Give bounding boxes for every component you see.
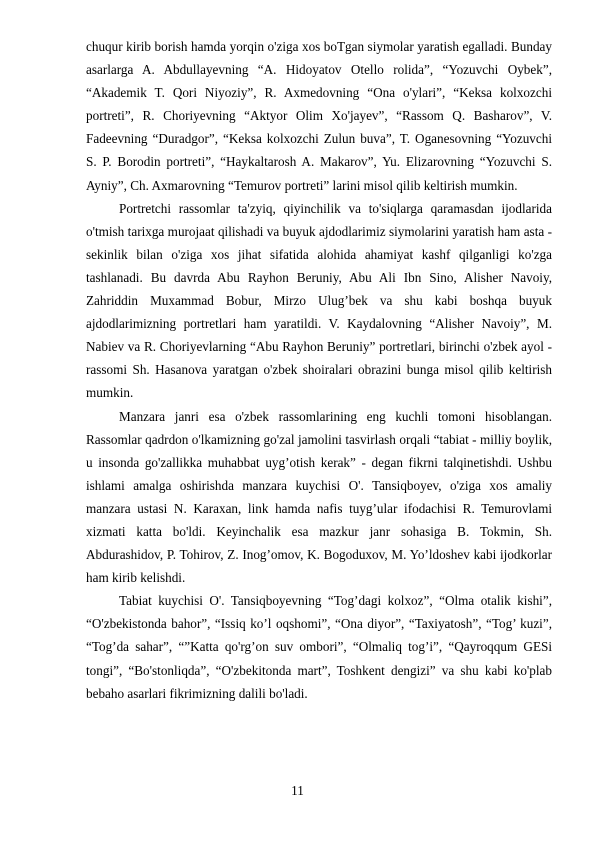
document-body <box>86 35 552 705</box>
paragraph-2: Portretchi rassomlar ta'zyiq, qiyinchilik va to'siqlarga qaramasdan ijodlarida o'tmish tarixga murojaat qilishadi va buyuk ajdodlarimiz siymolarini yaratish ham asta - sekinlik bilan o'ziga xos jihat sifatida alohida ahamiyat kashf qilganligi ko'zga tashlanadi. Bu davrda Abu Rayhon Beruniy, Abu Ali Ibn Sino, Alisher Navoiy, Zahriddin Muxammad Bobur, Mirzo Ulug’bek va shu kabi boshqa buyuk ajdodlarimizning portretlari ham yaratildi. V. Kaydalovning “Alisher Navoiy”, M. Nabiev va R. Choriyevlarning “Abu Rayhon Beruniy” portretlari, birinchi o'zbek ayol - rassomi Sh. Hasanova yaratgan o'zbek shoiralari obrazini bunga misol qilib keltirish mumkin. <box>86 200 552 401</box>
paragraph-1: chuqur kirib borish hamda yorqin o'ziga xos boTgan siymolar yaratish egalladi. Bunday asarlarga A. Abdullayevning “A. Hidoyatov Otello rolida”, “Yozuvchi Oybek”, “Akademik T. Qori Niyoziy”, R. Axmedovning “Ona o'ylari”, “Keksa kolxozchi portreti”, R. Choriyevning “Aktyor Olim Xo'jayev”, “Rassom Q. Basharov”, V. Fadeevning “Duradgor”, “Keksa kolxozchi Zulun buva”, T. Oganesovning “Yozuvchi S. P. Borodin portreti”, “Haykaltarosh A. Makarov”, Yu. Elizarovning “Yozuvchi S. Ayniy”, Ch. Axmarovning “Temurov portreti” larini misol qilib keltirish mumkin. <box>86 39 552 193</box>
paragraph-3: Manzara janri esa o'zbek rassomlarining eng kuchli tomoni hisoblangan. Rassomlar qadrdon o'lkamizning go'zal jamolini tasvirlash orqali “tabiat - milliy boylik, u insonda go'zallikka muhabbat uyg’otish kerak” - degan fikrni talqinetishdi. Ushbu ishlami amalga oshirishda manzara kuychisi O'. Tansiqboyev, o'ziga xos amaliy manzara ustasi N. Karaxan, link hamda nafis tuyg’ular ifodachisi R. Temurovlami xizmati katta bo'ldi. Keyinchalik esa mazkur janr sohasiga B. Tokmin, Sh. Abdurashidov, P. Tohirov, Z. Inog’omov, K. Bogoduxov, M. Yo’ldoshev kabi ijodkorlar ham kirib kelishdi. <box>86 408 552 586</box>
paragraph-4: Tabiat kuychisi O'. Tansiqboyevning “Tog’dagi kolxoz”, “Olma otalik kishi”, “O'zbekistonda bahor”, “Issiq ko’l oqshomi”, “Ona diyor”, “Taxiyatosh”, “Tog’ kuzi”, “Tog’da sahar”, “”Katta qo'rg’on suv ombori”, “Olmaliq tog’i”, “Qayroqqum GESi tongi”, “Bo'stonliqda”, “O'zbekitonda mart”, Toshkent dengizi” va shu kabi ko'plab bebaho asarlari fikrimizning dalili bo'ladi. <box>86 593 552 701</box>
page-number: 11 <box>291 783 304 798</box>
